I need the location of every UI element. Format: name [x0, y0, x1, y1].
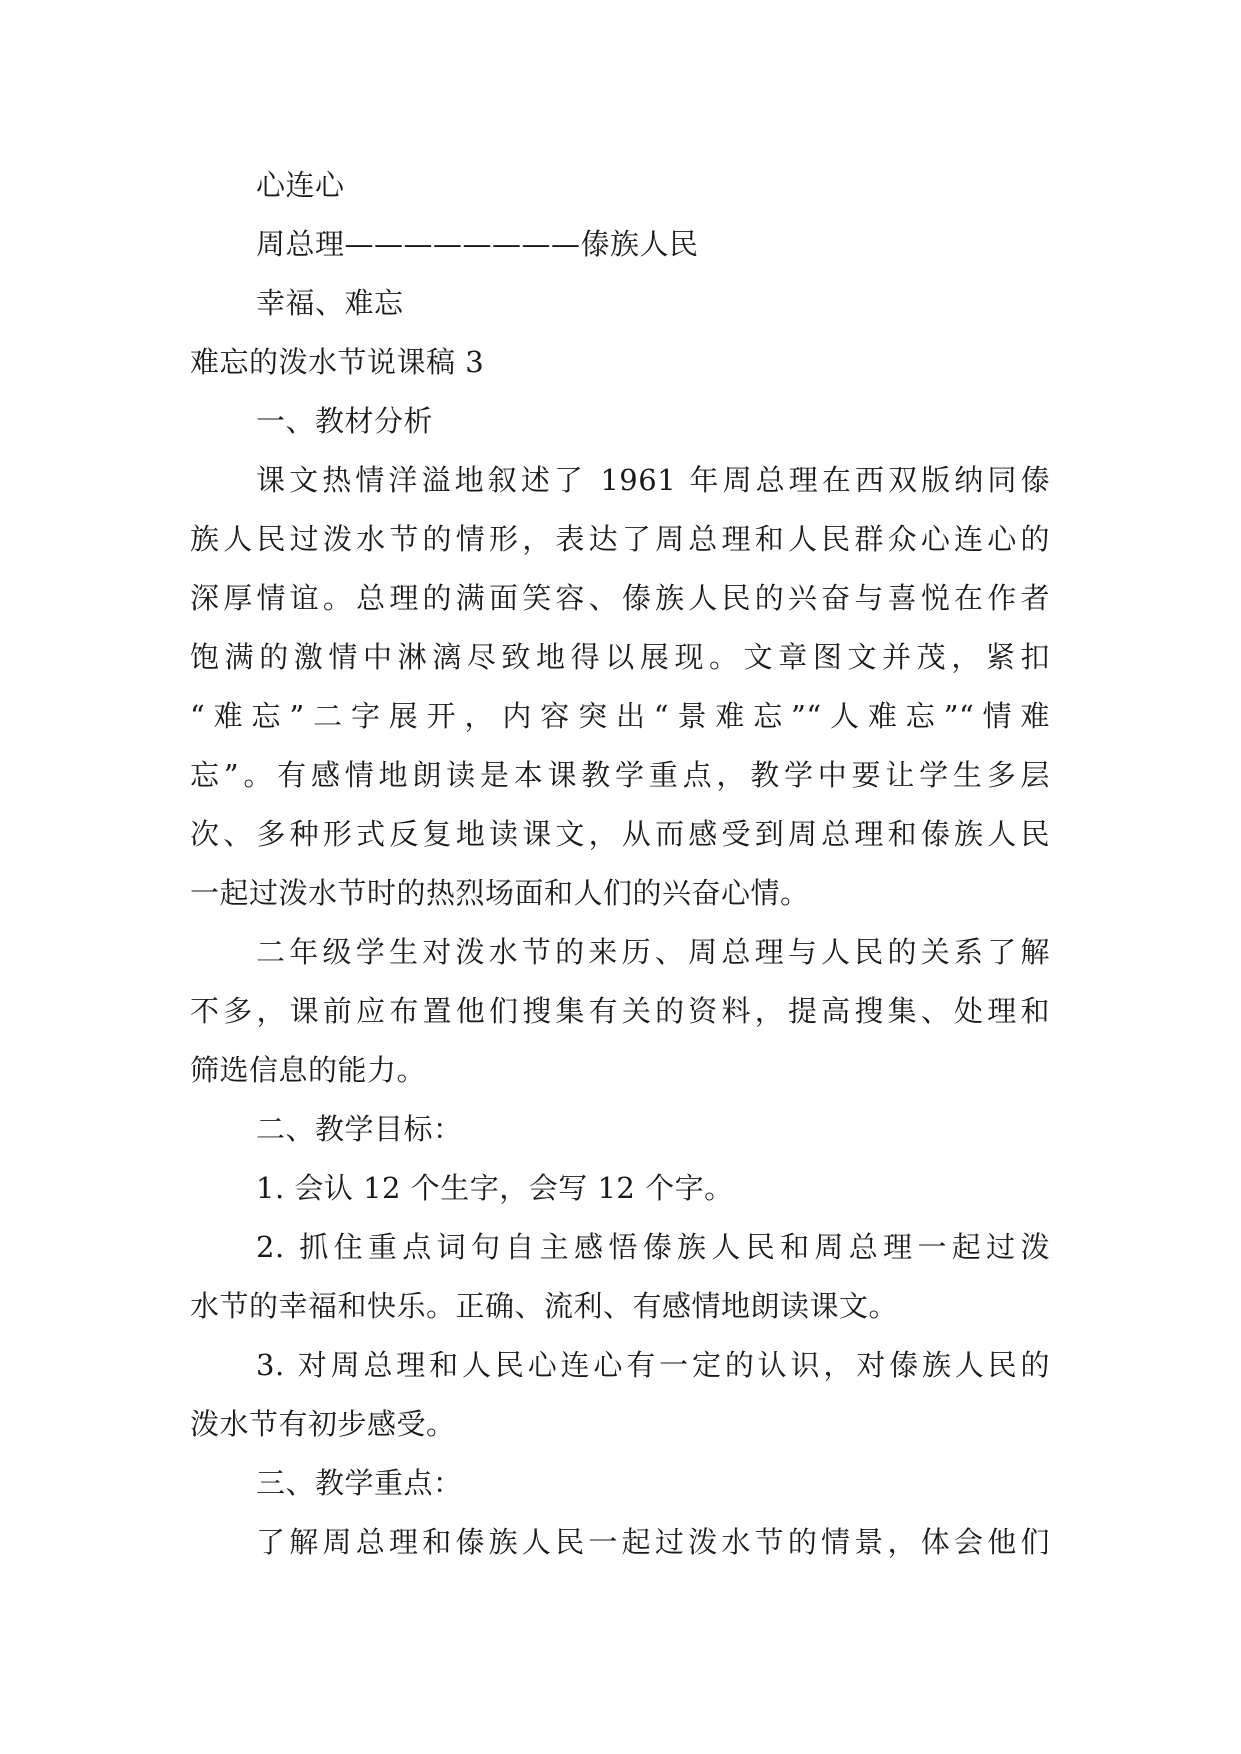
list-item: 2. 抓住重点词句自主感悟傣族人民和周总理一起过泼 — [256, 1230, 1050, 1264]
list-item: 1. 会认 12 个生字，会写 12 个字。 — [256, 1171, 734, 1205]
paragraph-line: “难忘”二字展开，内容突出“景难忘”“人难忘”“情难 — [190, 699, 1050, 733]
paragraph-line: 族人民过泼水节的情形，表达了周总理和人民群众心连心的 — [190, 522, 1050, 556]
paragraph-line: 不多，课前应布置他们搜集有关的资料，提高搜集、处理和 — [190, 994, 1050, 1028]
text-line: 心连心 — [256, 168, 345, 202]
section-title: 难忘的泼水节说课稿 3 — [190, 345, 485, 379]
paragraph-line: 课文热情洋溢地叙述了 1961 年周总理在西双版纳同傣 — [256, 463, 1050, 497]
list-item-continuation: 泼水节有初步感受。 — [190, 1407, 456, 1441]
paragraph-line: 二年级学生对泼水节的来历、周总理与人民的关系了解 — [256, 935, 1050, 969]
heading: 二、教学目标： — [256, 1112, 463, 1146]
paragraph-line: 次、多种形式反复地读课文，从而感受到周总理和傣族人民 — [190, 817, 1050, 851]
paragraph-line: 一起过泼水节时的热烈场面和人们的兴奋心情。 — [190, 876, 810, 910]
text-line: 幸福、难忘 — [256, 286, 404, 320]
heading: 三、教学重点： — [256, 1466, 463, 1500]
paragraph-line: 饱满的激情中淋漓尽致地得以展现。文章图文并茂，紧扣 — [190, 640, 1050, 674]
list-item-continuation: 水节的幸福和快乐。正确、流利、有感情地朗读课文。 — [190, 1289, 899, 1323]
paragraph-line: 忘”。有感情地朗读是本课教学重点，教学中要让学生多层 — [190, 758, 1050, 792]
paragraph-line: 筛选信息的能力。 — [190, 1053, 427, 1087]
paragraph-line: 深厚情谊。总理的满面笑容、傣族人民的兴奋与喜悦在作者 — [190, 581, 1050, 615]
paragraph-line: 了解周总理和傣族人民一起过泼水节的情景，体会他们 — [256, 1525, 1050, 1559]
heading: 一、教材分析 — [256, 404, 434, 438]
list-item: 3. 对周总理和人民心连心有一定的认识，对傣族人民的 — [256, 1348, 1050, 1382]
text-line: 周总理————————傣族人民 — [256, 227, 699, 261]
